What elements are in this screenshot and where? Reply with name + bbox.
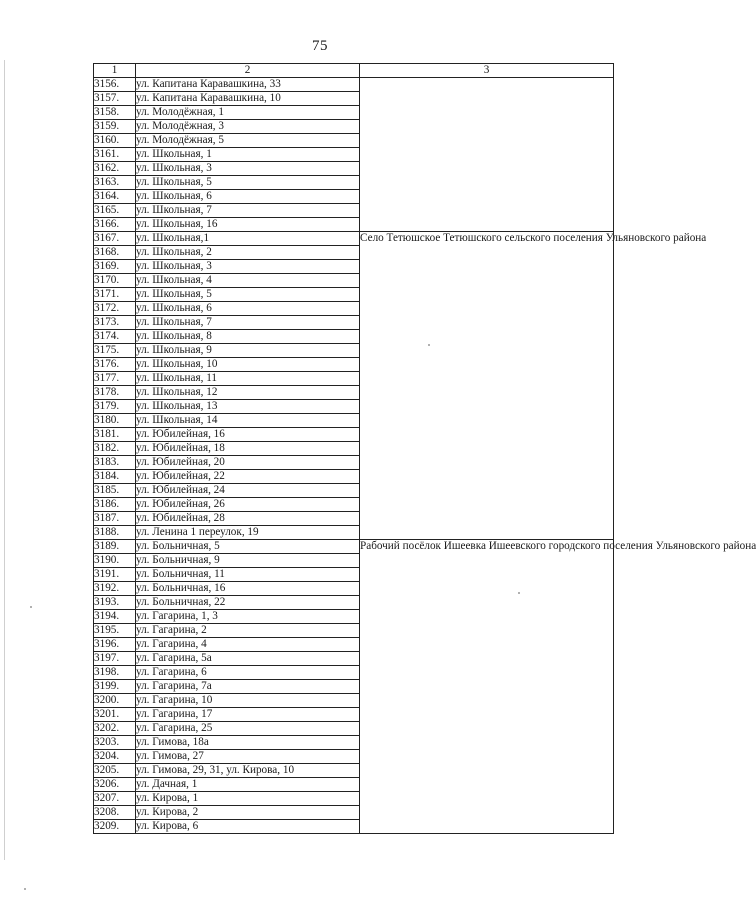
row-address: ул. Школьная, 9 — [136, 344, 360, 358]
row-address: ул. Школьная, 13 — [136, 400, 360, 414]
row-number: 3187. — [94, 512, 136, 526]
row-address: ул. Школьная, 5 — [136, 176, 360, 190]
row-number: 3161. — [94, 148, 136, 162]
row-number: 3205. — [94, 764, 136, 778]
row-number: 3160. — [94, 134, 136, 148]
row-address: ул. Капитана Каравашкина, 10 — [136, 92, 360, 106]
row-address: ул. Юбилейная, 22 — [136, 470, 360, 484]
row-number: 3186. — [94, 498, 136, 512]
row-number: 3173. — [94, 316, 136, 330]
row-number: 3189. — [94, 540, 136, 554]
row-number: 3162. — [94, 162, 136, 176]
row-number: 3158. — [94, 106, 136, 120]
row-number: 3183. — [94, 456, 136, 470]
row-address: ул. Школьная, 1 — [136, 148, 360, 162]
row-address: ул. Школьная, 16 — [136, 218, 360, 232]
row-number: 3167. — [94, 232, 136, 246]
row-number: 3176. — [94, 358, 136, 372]
row-number: 3206. — [94, 778, 136, 792]
row-number: 3178. — [94, 386, 136, 400]
row-address: ул. Гагарина, 10 — [136, 694, 360, 708]
row-address: ул. Школьная, 3 — [136, 260, 360, 274]
row-address: ул. Школьная, 11 — [136, 372, 360, 386]
column-header-1: 1 — [94, 64, 136, 78]
row-number: 3198. — [94, 666, 136, 680]
row-address: ул. Больничная, 22 — [136, 596, 360, 610]
row-address: ул. Школьная, 2 — [136, 246, 360, 260]
row-number: 3181. — [94, 428, 136, 442]
row-number: 3165. — [94, 204, 136, 218]
row-number: 3163. — [94, 176, 136, 190]
row-number: 3196. — [94, 638, 136, 652]
scan-speck — [428, 344, 430, 346]
row-number: 3199. — [94, 680, 136, 694]
scan-speck — [30, 606, 32, 608]
row-number: 3194. — [94, 610, 136, 624]
row-address: ул. Гагарина, 2 — [136, 624, 360, 638]
column-header-3: 3 — [360, 64, 614, 78]
row-number: 3204. — [94, 750, 136, 764]
row-number: 3171. — [94, 288, 136, 302]
row-number: 3188. — [94, 526, 136, 540]
row-address: ул. Юбилейная, 16 — [136, 428, 360, 442]
row-number: 3170. — [94, 274, 136, 288]
row-number: 3172. — [94, 302, 136, 316]
row-number: 3208. — [94, 806, 136, 820]
row-address: ул. Гагарина, 1, 3 — [136, 610, 360, 624]
row-address: ул. Кирова, 1 — [136, 792, 360, 806]
row-address: ул. Гагарина, 25 — [136, 722, 360, 736]
row-address: ул. Молодёжная, 5 — [136, 134, 360, 148]
row-address: ул. Школьная, 14 — [136, 414, 360, 428]
table-header — [94, 64, 614, 78]
row-number: 3159. — [94, 120, 136, 134]
row-number: 3197. — [94, 652, 136, 666]
row-address: ул. Школьная, 6 — [136, 302, 360, 316]
row-address: ул. Юбилейная, 20 — [136, 456, 360, 470]
table-row — [94, 232, 614, 246]
scan-speck — [24, 888, 26, 890]
row-address: ул. Юбилейная, 28 — [136, 512, 360, 526]
address-register-table — [93, 63, 756, 834]
row-address: ул. Гагарина, 4 — [136, 638, 360, 652]
row-number: 3203. — [94, 736, 136, 750]
row-address: ул. Школьная, 5 — [136, 288, 360, 302]
page-number: 75 — [312, 38, 328, 54]
row-number: 3192. — [94, 582, 136, 596]
row-number: 3185. — [94, 484, 136, 498]
row-number: 3209. — [94, 820, 136, 834]
row-address: ул. Гагарина, 7а — [136, 680, 360, 694]
row-address: ул. Больничная, 9 — [136, 554, 360, 568]
row-address: ул. Кирова, 6 — [136, 820, 360, 834]
row-address: ул. Юбилейная, 26 — [136, 498, 360, 512]
row-address: ул. Школьная, 3 — [136, 162, 360, 176]
row-address: ул. Юбилейная, 18 — [136, 442, 360, 456]
locality-cell: Село Тетюшское Тетюшского сельского поселения Ульяновского района — [360, 232, 614, 540]
row-number: 3207. — [94, 792, 136, 806]
row-number: 3177. — [94, 372, 136, 386]
header-row — [94, 64, 614, 78]
row-number: 3190. — [94, 554, 136, 568]
row-number: 3193. — [94, 596, 136, 610]
row-number: 3174. — [94, 330, 136, 344]
row-address: ул. Школьная, 12 — [136, 386, 360, 400]
row-address: ул. Дачная, 1 — [136, 778, 360, 792]
row-number: 3201. — [94, 708, 136, 722]
column-header-2: 2 — [136, 64, 360, 78]
row-number: 3182. — [94, 442, 136, 456]
locality-cell: Рабочий посёлок Ишеевка Ишеевского городского поселения Ульяновского района — [360, 540, 614, 834]
row-number: 3157. — [94, 92, 136, 106]
row-address: ул. Школьная, 4 — [136, 274, 360, 288]
row-address: ул. Школьная, 7 — [136, 316, 360, 330]
row-address: ул. Гимова, 18а — [136, 736, 360, 750]
row-number: 3169. — [94, 260, 136, 274]
row-number: 3168. — [94, 246, 136, 260]
table-body — [94, 78, 756, 834]
row-address: ул. Молодёжная, 3 — [136, 120, 360, 134]
table-row — [94, 78, 614, 92]
row-number: 3200. — [94, 694, 136, 708]
row-address: ул. Школьная, 10 — [136, 358, 360, 372]
row-number: 3175. — [94, 344, 136, 358]
scan-edge-left — [4, 60, 5, 860]
row-address: ул. Гагарина, 5а — [136, 652, 360, 666]
row-address: ул. Гагарина, 17 — [136, 708, 360, 722]
row-address: ул. Гимова, 27 — [136, 750, 360, 764]
row-address: ул. Больничная, 16 — [136, 582, 360, 596]
row-address: ул. Кирова, 2 — [136, 806, 360, 820]
row-number: 3166. — [94, 218, 136, 232]
row-address: ул. Школьная,1 — [136, 232, 360, 246]
row-address: ул. Школьная, 8 — [136, 330, 360, 344]
row-number: 3191. — [94, 568, 136, 582]
row-address: ул. Молодёжная, 1 — [136, 106, 360, 120]
table-row — [94, 540, 614, 554]
row-number: 3202. — [94, 722, 136, 736]
row-address: ул. Гимова, 29, 31, ул. Кирова, 10 — [136, 764, 360, 778]
row-number: 3156. — [94, 78, 136, 92]
locality-cell — [360, 78, 614, 232]
row-number: 3184. — [94, 470, 136, 484]
row-number: 3164. — [94, 190, 136, 204]
row-address: ул. Юбилейная, 24 — [136, 484, 360, 498]
row-number: 3180. — [94, 414, 136, 428]
row-address: ул. Капитана Каравашкина, 33 — [136, 78, 360, 92]
row-number: 3179. — [94, 400, 136, 414]
scan-speck — [518, 592, 520, 594]
row-address: ул. Ленина 1 переулок, 19 — [136, 526, 360, 540]
row-address: ул. Гагарина, 6 — [136, 666, 360, 680]
row-address: ул. Школьная, 6 — [136, 190, 360, 204]
row-address: ул. Больничная, 5 — [136, 540, 360, 554]
row-address: ул. Школьная, 7 — [136, 204, 360, 218]
row-number: 3195. — [94, 624, 136, 638]
row-address: ул. Больничная, 11 — [136, 568, 360, 582]
